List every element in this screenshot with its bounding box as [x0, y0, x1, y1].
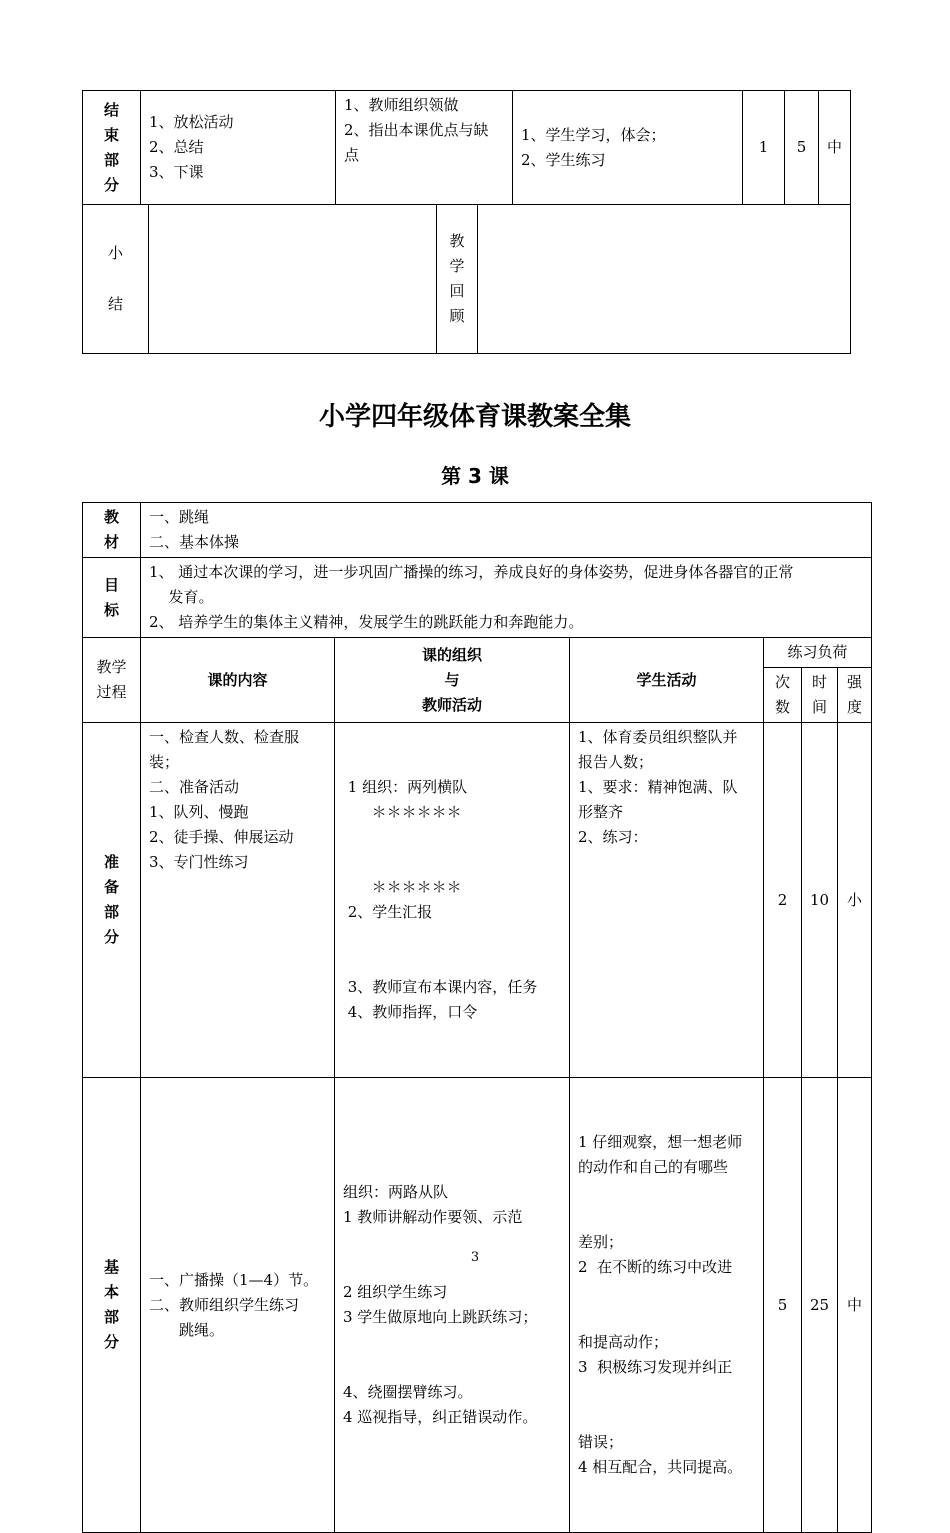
- prev-end-content: 1、放松活动 2、总结 3、下课: [141, 91, 336, 205]
- summary-table: [82, 204, 851, 354]
- prep-count: 2: [764, 723, 802, 1078]
- prev-end-teacher: 1、教师组织领做 2、指出本课优点与缺 点: [336, 91, 513, 205]
- process-label: 教学 过程: [83, 638, 141, 723]
- summary-cell: [149, 205, 437, 354]
- prep-content: 一、检查人数、检查服 装； 二、准备活动 1、队列、慢跑 2、徒手操、伸展运动 3、专门性练习: [141, 723, 335, 1078]
- table-row: [83, 1078, 872, 1533]
- goal-content: 1、 通过本次课的学习，进一步巩固广播操的练习，养成良好的身体姿势，促进身体各器官的正常 发育。 2、 培养学生的集体主义精神，发展学生的跳跃能力和奔跑能力。: [141, 558, 872, 638]
- load-header: 练习负荷: [764, 638, 872, 668]
- prev-end-intensity: 中: [819, 91, 851, 205]
- prev-end-count: 1: [743, 91, 785, 205]
- prev-end-time: 5: [785, 91, 819, 205]
- basic-time: 25: [802, 1078, 838, 1533]
- content-header: 课的内容: [141, 638, 335, 723]
- basic-org: 组织：两路从队 1 教师讲解动作要领、示范 2 组织学生练习 3 学生做原地向上跳跃练习； 4、绕圈摆臂练习。 4 巡视指导，纠正错误动作。: [335, 1078, 570, 1533]
- student-header: 学生活动: [570, 638, 764, 723]
- prev-end-section-label: 结 束 部 分: [83, 91, 141, 205]
- intensity-header: 强 度: [838, 668, 872, 723]
- review-label: 教 学 回 顾: [437, 205, 478, 354]
- goal-label: 目 标: [83, 558, 141, 638]
- material-label: 教 材: [83, 503, 141, 558]
- prep-org: 1 组织：两列横队 ＊＊＊＊＊＊ ＊＊＊＊＊＊ 2、学生汇报 3、教师宣布本课内容，任务 4、教师指挥，口令: [335, 723, 570, 1078]
- lesson-title: 第 3 课: [441, 464, 509, 488]
- prep-time: 10: [802, 723, 838, 1078]
- prep-student: 1、体育委员组织整队并 报告人数； 1、要求：精神饱满、队 形整齐 2、练习：: [570, 723, 764, 1078]
- prep-intensity: 小: [838, 723, 872, 1078]
- prev-end-table: [82, 90, 851, 205]
- basic-section-label: 基 本 部 分: [83, 1078, 141, 1533]
- page-title: 小学四年级体育课教案全集: [318, 402, 631, 432]
- basic-content: 一、广播操（1—4）节。 二、教师组织学生练习 跳绳。: [141, 1078, 335, 1533]
- count-header: 次 数: [764, 668, 802, 723]
- table-row: [83, 723, 872, 1078]
- material-content: 一、跳绳 二、基本体操: [141, 503, 872, 558]
- page-number: 3: [470, 1250, 480, 1265]
- org-header: 课的组织 与 教师活动: [335, 638, 570, 723]
- summary-label: 小 结: [83, 205, 149, 354]
- lesson-table: [82, 502, 872, 1533]
- prep-section-label: 准 备 部 分: [83, 723, 141, 1078]
- time-header: 时 间: [802, 668, 838, 723]
- review-cell: [478, 205, 851, 354]
- basic-student: 1 仔细观察，想一想老师 的动作和自己的有哪些 差别； 2 在不断的练习中改进 和提高动作； 3 积极练习发现并纠正 错误； 4 相互配合，共同提高。: [570, 1078, 764, 1533]
- basic-count: 5: [764, 1078, 802, 1533]
- prev-end-student: 1、学生学习，体会； 2、学生练习: [513, 91, 743, 205]
- basic-intensity: 中: [838, 1078, 872, 1533]
